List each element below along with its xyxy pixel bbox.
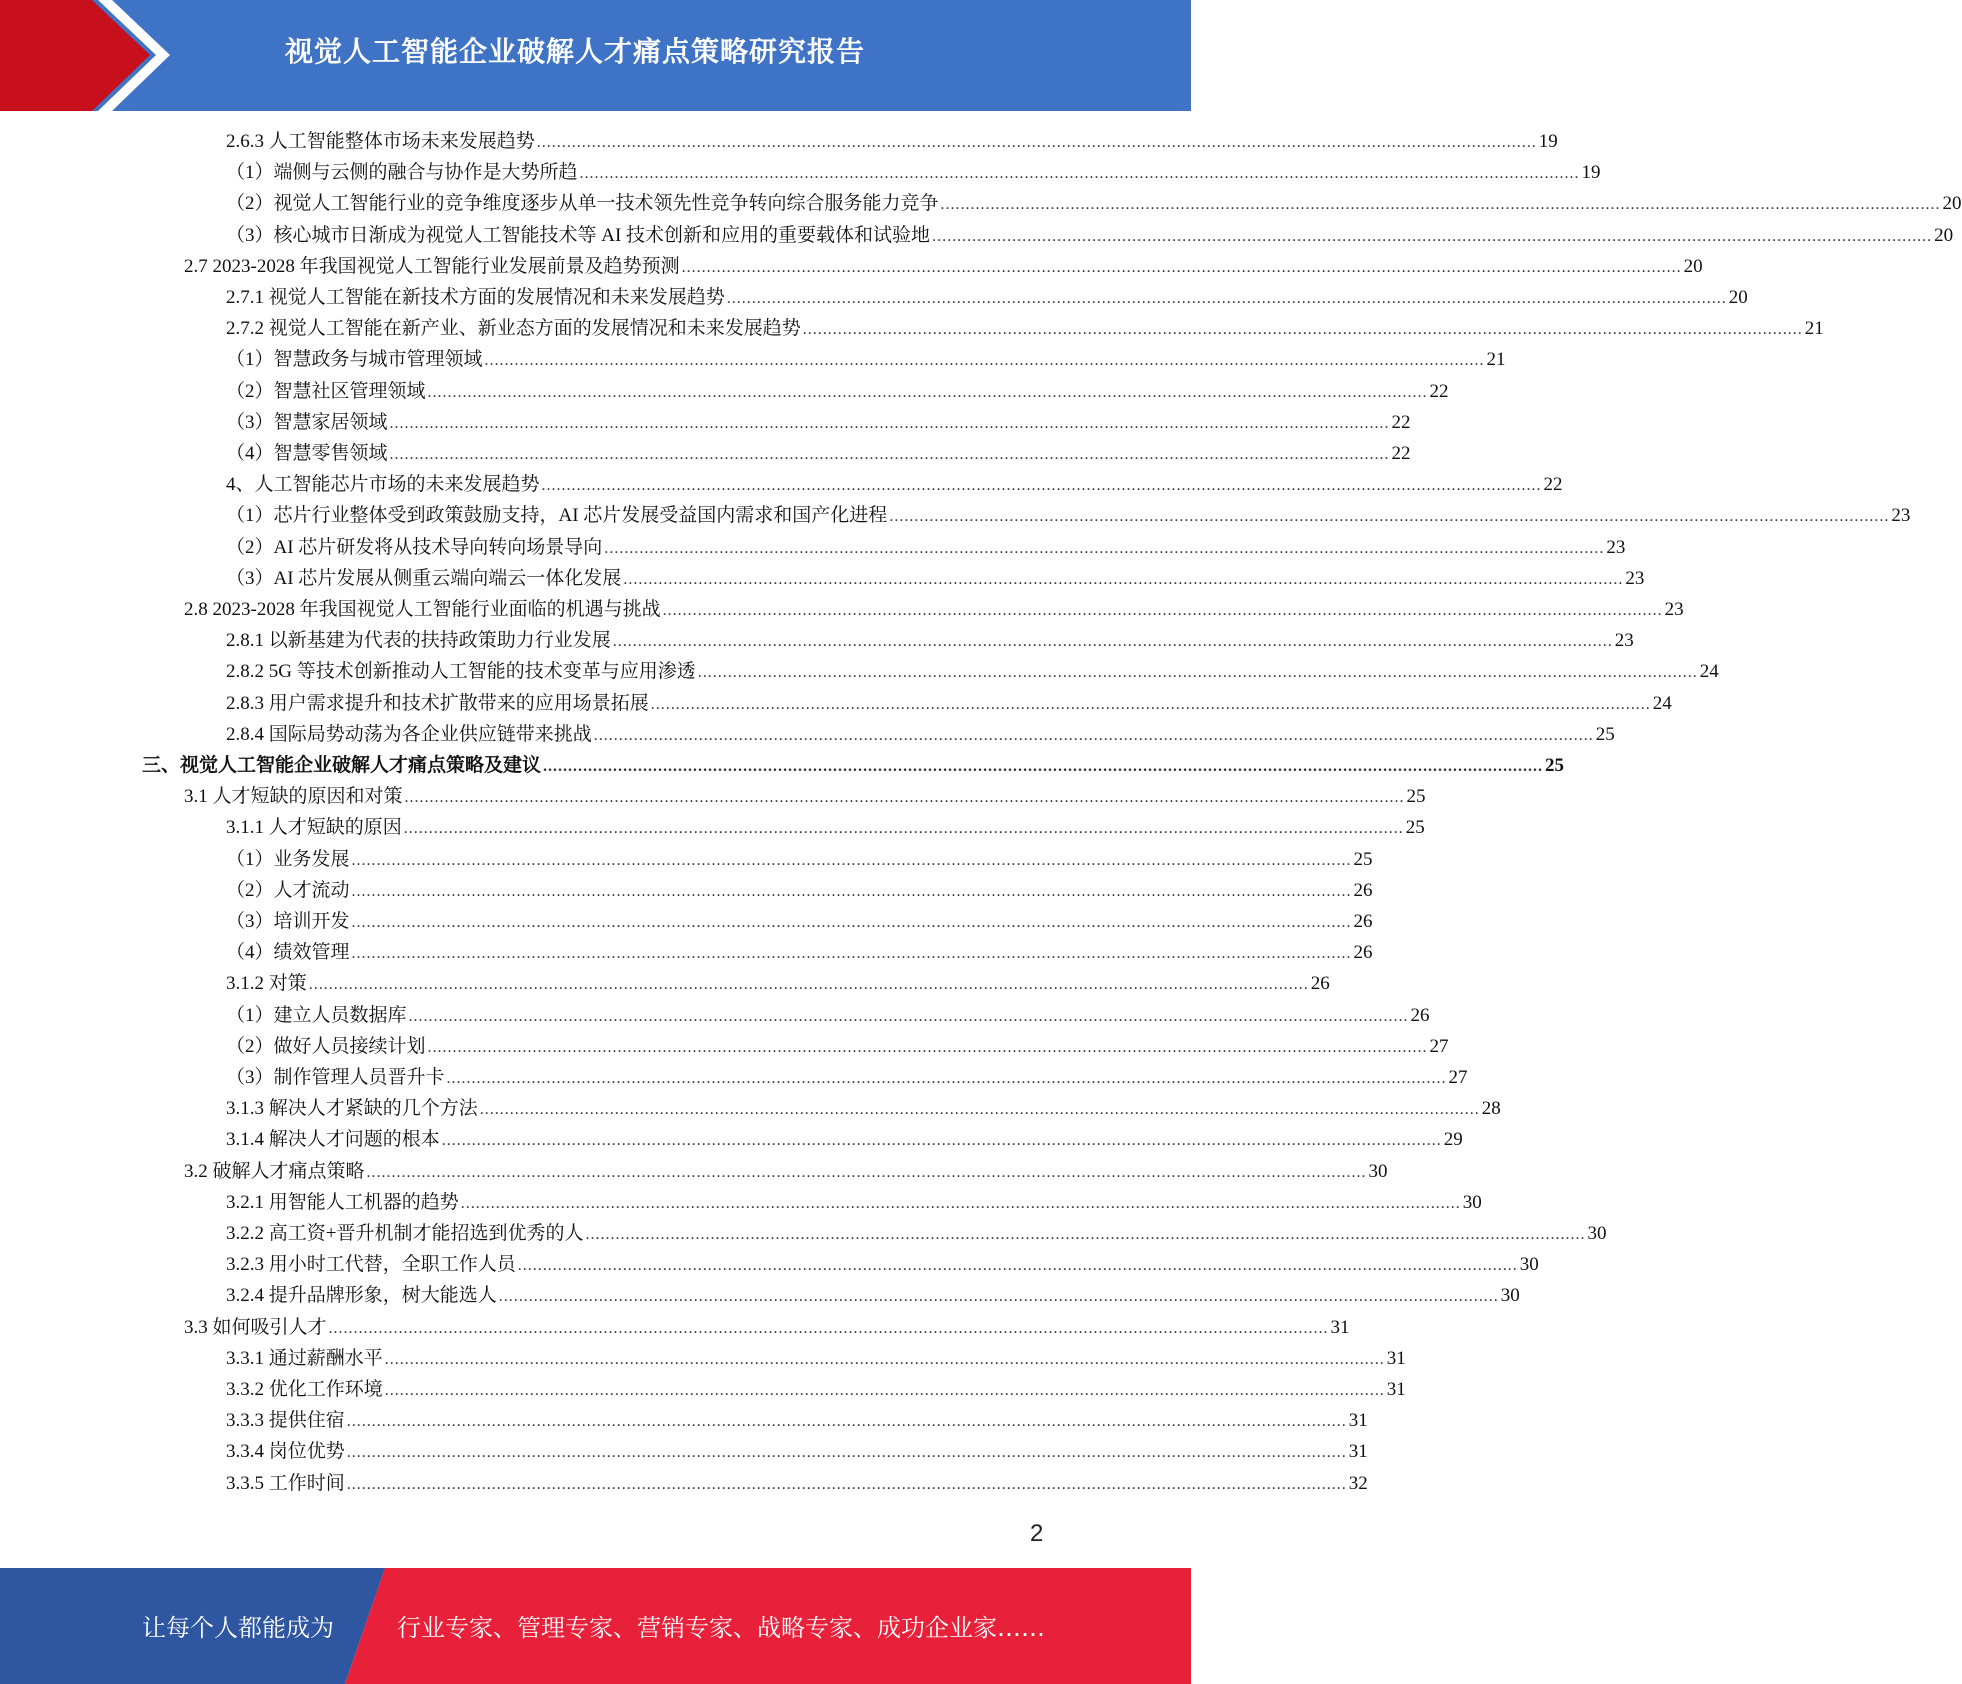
toc-entry-title: （3）智慧家居领域 xyxy=(226,412,388,433)
toc-leader-dots: ........................................................................................................................................................................................................ xyxy=(889,508,1890,525)
toc-entry[interactable] xyxy=(226,126,1558,157)
toc-entry[interactable] xyxy=(226,1374,1406,1405)
toc-entry[interactable] xyxy=(226,1093,1501,1124)
toc-leader-dots: ........................................................................................................................................................................................................ xyxy=(403,820,1404,837)
toc-leader-dots: ........................................................................................................................................................................................................ xyxy=(389,415,1390,432)
toc-entry-title: 3.3 如何吸引人才 xyxy=(184,1317,327,1338)
page-footer xyxy=(0,1568,1191,1684)
toc-entry-title: 3.3.3 提供住宿 xyxy=(226,1410,345,1431)
toc-entry-page: 23 xyxy=(1606,537,1626,558)
toc-leader-dots: ........................................................................................................................................................................................................ xyxy=(623,571,1624,588)
toc-entry-title: 3.1 人才短缺的原因和对策 xyxy=(184,786,403,807)
toc-entry-title: （2）智慧社区管理领域 xyxy=(226,381,426,402)
toc-entry-page: 26 xyxy=(1310,973,1330,994)
toc-entry[interactable] xyxy=(226,968,1330,999)
toc-leader-dots: ........................................................................................................................................................................................................ xyxy=(697,664,1698,681)
toc-entry-page: 27 xyxy=(1448,1067,1468,1088)
toc-entry-title: 4、人工智能芯片市场的未来发展趋势 xyxy=(226,474,540,495)
toc-leader-dots: ........................................................................................................................................................................................................ xyxy=(351,883,1352,900)
toc-entry-page: 19 xyxy=(1581,162,1601,183)
toc-entry-page: 24 xyxy=(1652,693,1672,714)
toc-entry-page: 30 xyxy=(1462,1192,1482,1213)
toc-entry[interactable] xyxy=(226,563,1645,594)
toc-leader-dots: ........................................................................................................................................................................................................ xyxy=(346,1413,1347,1430)
toc-entry-page: 29 xyxy=(1443,1129,1463,1150)
toc-entry-page: 23 xyxy=(1614,630,1634,651)
toc-entry-page: 31 xyxy=(1348,1441,1368,1462)
toc-entry-page: 19 xyxy=(1538,131,1558,152)
toc-leader-dots: ........................................................................................................................................................................................................ xyxy=(517,1257,1518,1274)
toc-leader-dots: ........................................................................................................................................................................................................ xyxy=(408,1008,1409,1025)
toc-entry-title: 3.3.2 优化工作环境 xyxy=(226,1379,383,1400)
toc-entry-page: 26 xyxy=(1353,942,1373,963)
toc-leader-dots: ........................................................................................................................................................................................................ xyxy=(389,446,1390,463)
toc-entry-title: 2.6.3 人工智能整体市场未来发展趋势 xyxy=(226,131,535,152)
toc-entry[interactable] xyxy=(184,1312,1350,1343)
toc-entry-page: 23 xyxy=(1625,568,1645,589)
toc-entry[interactable] xyxy=(226,469,1563,500)
toc-entry[interactable] xyxy=(226,344,1506,375)
toc-entry-page: 30 xyxy=(1500,1285,1520,1306)
toc-entry-page: 20 xyxy=(1942,193,1962,214)
toc-entry-page: 22 xyxy=(1543,474,1563,495)
toc-entry-title: （2）做好人员接续计划 xyxy=(226,1036,426,1057)
toc-leader-dots: ........................................................................................................................................................................................................ xyxy=(726,290,1727,307)
toc-entry[interactable] xyxy=(226,157,1601,188)
toc-leader-dots: ........................................................................................................................................................................................................ xyxy=(662,602,1663,619)
toc-entry-title: （4）绩效管理 xyxy=(226,942,350,963)
toc-entry-title: 3.1.1 人才短缺的原因 xyxy=(226,817,402,838)
toc-entry-page: 26 xyxy=(1353,911,1373,932)
toc-entry[interactable] xyxy=(226,282,1748,313)
toc-entry-title: 3.2.4 提升品牌形象，树大能选人 xyxy=(226,1285,497,1306)
toc-leader-dots: ........................................................................................................................................................................................................ xyxy=(384,1382,1385,1399)
toc-entry-page: 31 xyxy=(1386,1348,1406,1369)
toc-leader-dots: ........................................................................................................................................................................................................ xyxy=(484,352,1485,369)
toc-entry[interactable] xyxy=(226,937,1373,968)
toc-entry[interactable] xyxy=(226,1280,1520,1311)
report-title: 视觉人工智能企业破解人才痛点策略研究报告 xyxy=(285,35,866,68)
toc-entry-page: 25 xyxy=(1353,849,1373,870)
toc-entry[interactable] xyxy=(142,750,1565,781)
toc-entry-title: 2.7.2 视觉人工智能在新产业、新业态方面的发展情况和未来发展趋势 xyxy=(226,318,801,339)
toc-entry-title: （2）人才流动 xyxy=(226,880,350,901)
toc-entry[interactable] xyxy=(226,875,1373,906)
toc-entry-page: 30 xyxy=(1519,1254,1539,1275)
toc-entry-page: 23 xyxy=(1664,599,1684,620)
toc-entry-page: 21 xyxy=(1804,318,1824,339)
toc-entry-page: 25 xyxy=(1406,786,1426,807)
toc-entry-page: 26 xyxy=(1353,880,1373,901)
toc-leader-dots: ........................................................................................................................................................................................................ xyxy=(351,914,1352,931)
toc-entry-title: 三、视觉人工智能企业破解人才痛点策略及建议 xyxy=(142,755,542,776)
toc-leader-dots: ........................................................................................................................................................................................................ xyxy=(479,1101,1480,1118)
toc-entry-title: （1）业务发展 xyxy=(226,849,350,870)
toc-entry-page: 30 xyxy=(1587,1223,1607,1244)
toc-entry-title: （1）建立人员数据库 xyxy=(226,1005,407,1026)
toc-entry[interactable] xyxy=(226,407,1411,438)
toc-entry[interactable] xyxy=(226,1249,1539,1280)
toc-leader-dots: ........................................................................................................................................................................................................ xyxy=(802,321,1803,338)
toc-leader-dots: ........................................................................................................................................................................................................ xyxy=(681,259,1682,276)
toc-leader-dots: ........................................................................................................................................................................................................ xyxy=(328,1320,1329,1337)
toc-entry-title: （1）智慧政务与城市管理领域 xyxy=(226,349,483,370)
toc-entry[interactable] xyxy=(226,220,1954,251)
toc-entry-page: 25 xyxy=(1405,817,1425,838)
toc-entry[interactable] xyxy=(226,1187,1482,1218)
toc-entry-title: 2.8.3 用户需求提升和技术扩散带来的应用场景拓展 xyxy=(226,693,649,714)
toc-entry-title: 2.8 2023-2028 年我国视觉人工智能行业面临的机遇与挑战 xyxy=(184,599,661,620)
toc-entry-title: 3.1.3 解决人才紧缺的几个方法 xyxy=(226,1098,478,1119)
toc-entry-page: 22 xyxy=(1391,443,1411,464)
toc-entry[interactable] xyxy=(226,719,1615,750)
toc-entry[interactable] xyxy=(226,438,1411,469)
toc-entry-title: 2.8.1 以新基建为代表的扶持政策助力行业发展 xyxy=(226,630,611,651)
toc-leader-dots: ........................................................................................................................................................................................................ xyxy=(441,1132,1442,1149)
toc-leader-dots: ........................................................................................................................................................................................................ xyxy=(498,1288,1499,1305)
toc-leader-dots: ........................................................................................................................................................................................................ xyxy=(585,1226,1586,1243)
toc-entry-title: 2.8.2 5G 等技术创新推动人工智能的技术变革与应用渗透 xyxy=(226,661,696,682)
toc-entry[interactable] xyxy=(184,594,1684,625)
toc-entry-title: 3.2.1 用智能人工机器的趋势 xyxy=(226,1192,459,1213)
toc-leader-dots: ........................................................................................................................................................................................................ xyxy=(427,384,1428,401)
toc-entry[interactable] xyxy=(226,1000,1430,1031)
toc-entry-title: （3）制作管理人员晋升卡 xyxy=(226,1067,445,1088)
toc-entry[interactable] xyxy=(226,906,1373,937)
toc-leader-dots: ........................................................................................................................................................................................................ xyxy=(427,1039,1428,1056)
toc-entry-page: 22 xyxy=(1429,381,1449,402)
toc-leader-dots: ........................................................................................................................................................................................................ xyxy=(650,696,1651,713)
toc-entry-title: （3）核心城市日渐成为视觉人工智能技术等 AI 技术创新和应用的重要载体和试验地 xyxy=(226,225,931,246)
toc-entry-title: 3.3.1 通过薪酬水平 xyxy=(226,1348,383,1369)
toc-entry-title: （1）芯片行业整体受到政策鼓励支持，AI 芯片发展受益国内需求和国产化进程 xyxy=(226,505,888,526)
toc-entry-page: 28 xyxy=(1481,1098,1501,1119)
toc-leader-dots: ........................................................................................................................................................................................................ xyxy=(346,1476,1347,1493)
toc-leader-dots: ........................................................................................................................................................................................................ xyxy=(932,228,1933,245)
toc-entry[interactable] xyxy=(226,812,1425,843)
toc-entry-title: （1）端侧与云侧的融合与协作是大势所趋 xyxy=(226,162,578,183)
toc-entry-title: 3.2.2 高工资+晋升机制才能招选到优秀的人 xyxy=(226,1223,584,1244)
toc-entry-title: 3.2.3 用小时工代替，全职工作人员 xyxy=(226,1254,516,1275)
toc-entry-title: 2.8.4 国际局势动荡为各企业供应链带来挑战 xyxy=(226,724,592,745)
toc-leader-dots: ........................................................................................................................................................................................................ xyxy=(579,165,1580,182)
toc-entry-page: 23 xyxy=(1891,505,1911,526)
toc-entry[interactable] xyxy=(226,532,1626,563)
toc-entry[interactable] xyxy=(226,1062,1468,1093)
toc-entry-page: 26 xyxy=(1410,1005,1430,1026)
toc-entry-title: 2.7.1 视觉人工智能在新技术方面的发展情况和未来发展趋势 xyxy=(226,287,725,308)
toc-entry-page: 20 xyxy=(1934,225,1954,246)
toc-entry-title: 3.1.4 解决人才问题的根本 xyxy=(226,1129,440,1150)
toc-entry-page: 32 xyxy=(1348,1473,1368,1494)
toc-entry-title: （3）AI 芯片发展从侧重云端向端云一体化发展 xyxy=(226,568,622,589)
toc-entry[interactable] xyxy=(226,1405,1368,1436)
toc-entry[interactable] xyxy=(226,313,1824,344)
toc-entry-page: 31 xyxy=(1330,1317,1350,1338)
toc-entry-page: 20 xyxy=(1728,287,1748,308)
toc-leader-dots: ........................................................................................................................................................................................................ xyxy=(612,633,1613,650)
toc-entry[interactable] xyxy=(226,1031,1449,1062)
toc-entry-title: 3.1.2 对策 xyxy=(226,973,307,994)
toc-leader-dots: ........................................................................................................................................................................................................ xyxy=(446,1070,1447,1087)
toc-leader-dots: ........................................................................................................................................................................................................ xyxy=(541,477,1542,494)
toc-entry-title: 3.3.5 工作时间 xyxy=(226,1473,345,1494)
toc-leader-dots: ........................................................................................................................................................................................................ xyxy=(346,1444,1347,1461)
toc-entry[interactable] xyxy=(226,376,1449,407)
toc-entry[interactable] xyxy=(226,188,1962,219)
toc-leader-dots: ........................................................................................................................................................................................................ xyxy=(351,852,1352,869)
toc-entry[interactable] xyxy=(226,500,1911,531)
toc-entry[interactable] xyxy=(226,844,1373,875)
toc-entry-page: 31 xyxy=(1348,1410,1368,1431)
page-header xyxy=(0,0,1191,111)
toc-entry-page: 25 xyxy=(1595,724,1615,745)
toc-leader-dots: ........................................................................................................................................................................................................ xyxy=(543,758,1544,775)
toc-leader-dots: ........................................................................................................................................................................................................ xyxy=(604,540,1605,557)
toc-entry[interactable] xyxy=(184,1156,1388,1187)
toc-entry-page: 30 xyxy=(1368,1161,1388,1182)
toc-leader-dots: ........................................................................................................................................................................................................ xyxy=(308,976,1309,993)
toc-entry-page: 21 xyxy=(1486,349,1506,370)
toc-leader-dots: ........................................................................................................................................................................................................ xyxy=(404,789,1405,806)
toc-entry[interactable] xyxy=(226,1436,1368,1467)
toc-entry-title: （2）AI 芯片研发将从技术导向转向场景导向 xyxy=(226,537,603,558)
toc-entry[interactable] xyxy=(184,781,1426,812)
toc-entry[interactable] xyxy=(226,1124,1463,1155)
toc-leader-dots: ........................................................................................................................................................................................................ xyxy=(536,134,1537,151)
footer-slogan-left: 让每个人都能成为 xyxy=(142,1614,334,1642)
toc-entry-page: 31 xyxy=(1386,1379,1406,1400)
toc-entry-title: 2.7 2023-2028 年我国视觉人工智能行业发展前景及趋势预测 xyxy=(184,256,680,277)
toc-leader-dots: ........................................................................................................................................................................................................ xyxy=(351,945,1352,962)
footer-slogan-right: 行业专家、管理专家、营销专家、战略专家、成功企业家…… xyxy=(397,1614,1045,1642)
toc-entry-page: 27 xyxy=(1429,1036,1449,1057)
toc-leader-dots: ........................................................................................................................................................................................................ xyxy=(384,1351,1385,1368)
toc-entry[interactable] xyxy=(226,688,1672,719)
toc-leader-dots: ........................................................................................................................................................................................................ xyxy=(366,1164,1367,1181)
toc-entry-page: 25 xyxy=(1545,755,1565,776)
toc-entry[interactable] xyxy=(226,656,1719,687)
toc-entry[interactable] xyxy=(226,625,1634,656)
toc-entry-title: 3.2 破解人才痛点策略 xyxy=(184,1161,365,1182)
toc-entry-title: （4）智慧零售领域 xyxy=(226,443,388,464)
toc-entry[interactable] xyxy=(226,1218,1607,1249)
toc-entry-page: 24 xyxy=(1699,661,1719,682)
toc-entry-page: 20 xyxy=(1683,256,1703,277)
toc-leader-dots: ........................................................................................................................................................................................................ xyxy=(593,727,1594,744)
toc-entry[interactable] xyxy=(184,251,1703,282)
toc-entry-title: （3）培训开发 xyxy=(226,911,350,932)
page-number: 2 xyxy=(1030,1520,1044,1547)
toc-entry[interactable] xyxy=(226,1468,1368,1499)
toc-leader-dots: ........................................................................................................................................................................................................ xyxy=(460,1195,1461,1212)
toc-entry-title: （2）视觉人工智能行业的竞争维度逐步从单一技术领先性竞争转向综合服务能力竞争 xyxy=(226,193,939,214)
toc-entry[interactable] xyxy=(226,1343,1406,1374)
toc-entry-page: 22 xyxy=(1391,412,1411,433)
toc-entry-title: 3.3.4 岗位优势 xyxy=(226,1441,345,1462)
toc-leader-dots: ........................................................................................................................................................................................................ xyxy=(940,196,1941,213)
